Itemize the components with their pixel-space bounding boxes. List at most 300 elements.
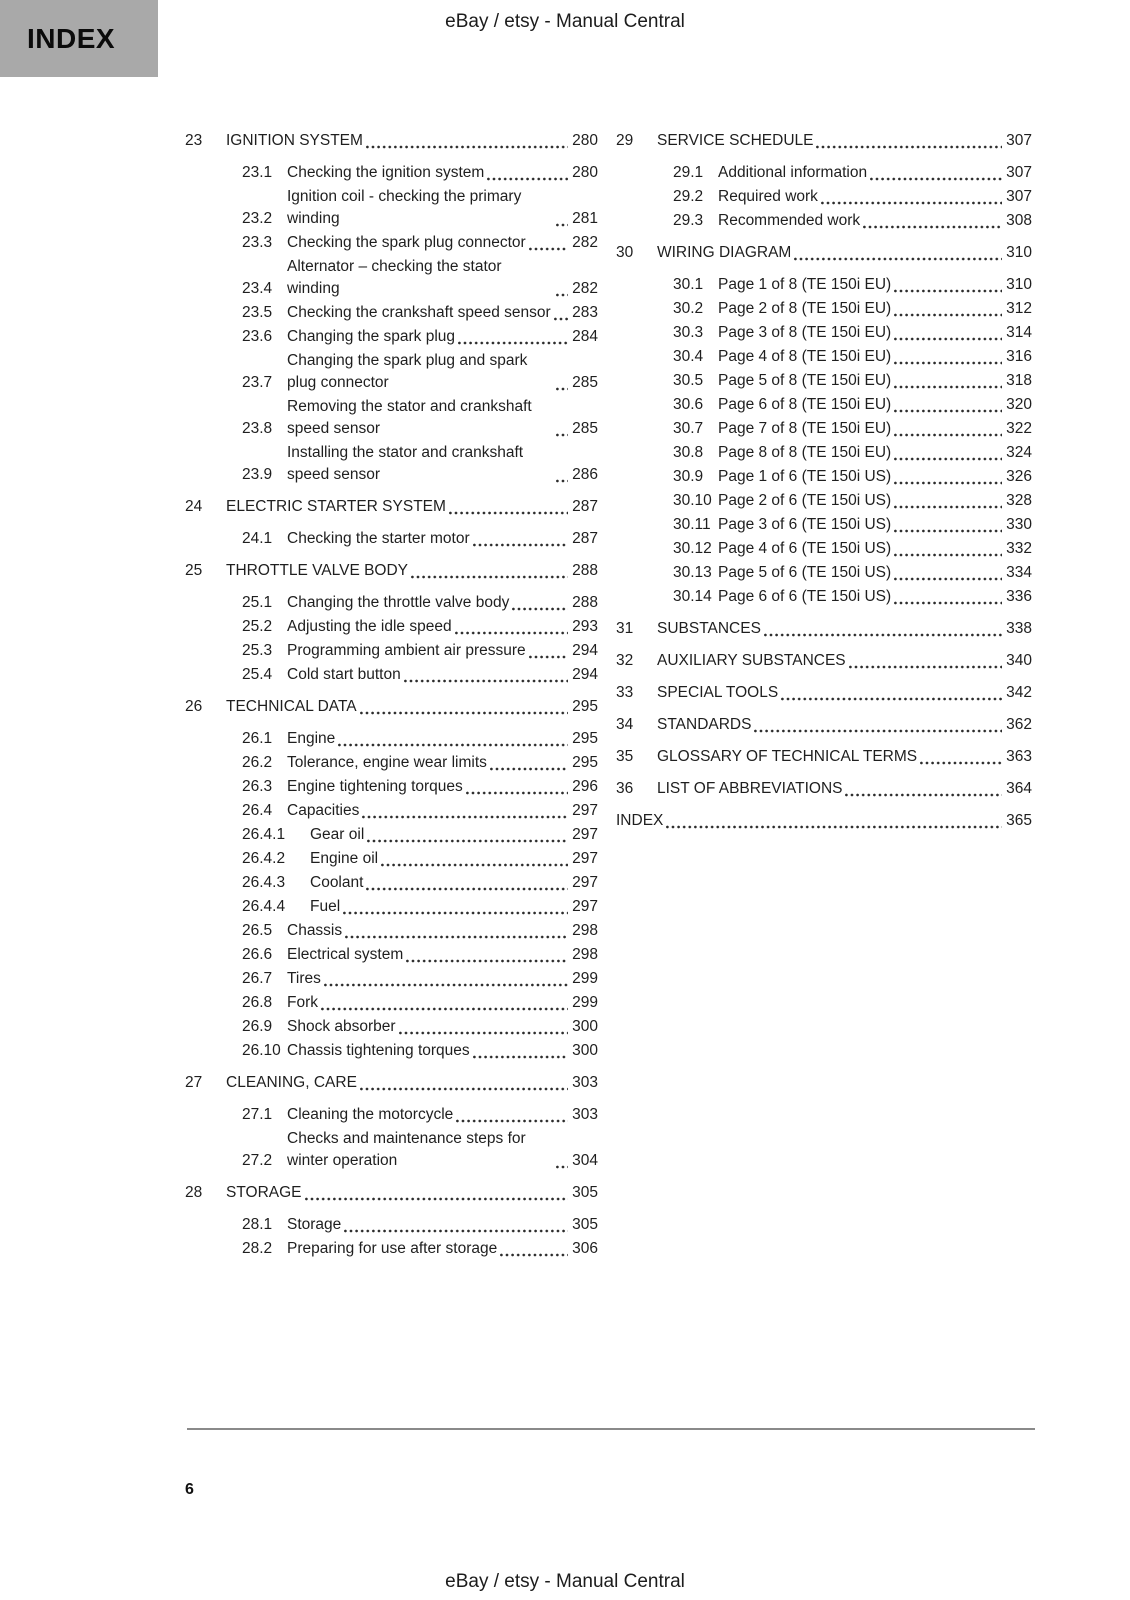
entry-number: 30.5 — [673, 372, 704, 389]
entry-number: 30.4 — [673, 348, 704, 365]
entry-title: Fuel — [310, 898, 341, 915]
toc-section-heading — [185, 1182, 598, 1204]
entry-page-number: 342 — [1006, 684, 1032, 701]
entry-page-number: 299 — [572, 970, 598, 987]
toc-entry — [616, 466, 1032, 488]
dot-leader — [362, 815, 568, 819]
toc-section-heading — [616, 242, 1032, 264]
entry-title: Checking the spark plug connector — [287, 234, 526, 251]
dot-leader — [556, 1165, 568, 1169]
dot-leader — [324, 983, 568, 987]
entry-title: Page 2 of 8 (TE 150i EU) — [718, 300, 892, 317]
entry-number: 34 — [616, 716, 634, 733]
entry-title: Page 6 of 6 (TE 150i US) — [718, 588, 892, 605]
entry-title: Page 1 of 8 (TE 150i EU) — [718, 276, 892, 293]
toc-entry — [185, 872, 598, 894]
entry-title: Page 5 of 8 (TE 150i EU) — [718, 372, 892, 389]
entry-page-number: 310 — [1006, 276, 1032, 293]
entry-number: 28.2 — [242, 1240, 273, 1257]
toc-entry — [185, 162, 598, 184]
entry-number: 23.9 — [242, 466, 273, 483]
header-title: eBay / etsy - Manual Central — [445, 11, 685, 32]
entry-title: SPECIAL TOOLS — [657, 684, 779, 701]
entry-page-number: 282 — [572, 234, 598, 251]
entry-title: Electrical system — [287, 946, 404, 963]
dot-leader — [449, 511, 568, 515]
toc-section — [616, 810, 1032, 832]
entry-title: SERVICE SCHEDULE — [657, 132, 814, 149]
dot-leader — [458, 341, 568, 345]
entry-title: IGNITION SYSTEM — [226, 132, 363, 149]
entry-number: 30.8 — [673, 444, 704, 461]
dot-leader — [920, 761, 1002, 765]
toc-section-heading — [616, 130, 1032, 152]
dot-leader — [366, 145, 568, 149]
entry-page-number: 363 — [1006, 748, 1032, 765]
toc-entry — [185, 920, 598, 942]
entry-page-number: 286 — [572, 466, 598, 483]
entry-number: 25 — [185, 562, 203, 579]
dot-leader — [666, 825, 1002, 829]
entry-page-number: 281 — [572, 210, 598, 227]
entry-number: 25.2 — [242, 618, 273, 635]
dot-leader — [487, 177, 568, 181]
toc-entry — [185, 442, 598, 486]
dot-leader — [894, 577, 1002, 581]
entry-page-number: 365 — [1006, 812, 1032, 829]
entry-title: Cleaning the motorcycle — [287, 1106, 454, 1123]
entry-title: Page 3 of 6 (TE 150i US) — [718, 516, 892, 533]
entry-page-number: 308 — [1006, 212, 1032, 229]
dot-leader — [816, 145, 1002, 149]
entry-page-number: 320 — [1006, 396, 1032, 413]
entry-title: Alternator – checking the stator winding — [287, 258, 502, 297]
dot-leader — [894, 409, 1002, 413]
entry-page-number: 297 — [572, 826, 598, 843]
toc-entry — [185, 350, 598, 394]
entry-page-number: 300 — [572, 1042, 598, 1059]
entry-number: 30.9 — [673, 468, 704, 485]
toc-section — [185, 1072, 598, 1172]
entry-number: 26.4 — [242, 802, 273, 819]
entry-page-number: 305 — [572, 1216, 598, 1233]
entry-number: 26.2 — [242, 754, 273, 771]
entry-title: STANDARDS — [657, 716, 752, 733]
dot-leader — [404, 679, 568, 683]
toc-section-heading — [185, 696, 598, 718]
entry-title: Page 7 of 8 (TE 150i EU) — [718, 420, 892, 437]
toc-entry — [185, 528, 598, 550]
entry-page-number: 326 — [1006, 468, 1032, 485]
entry-number: 30.2 — [673, 300, 704, 317]
entry-number: 30.1 — [673, 276, 704, 293]
entry-title: Engine tightening torques — [287, 778, 463, 795]
dot-leader — [343, 911, 568, 915]
entry-number: 23.8 — [242, 420, 273, 437]
entry-title: Fork — [287, 994, 318, 1011]
toc-section-heading — [616, 810, 1032, 832]
entry-title: Shock absorber — [287, 1018, 396, 1035]
entry-page-number: 332 — [1006, 540, 1032, 557]
toc-section — [616, 778, 1032, 800]
entry-title: Page 4 of 6 (TE 150i US) — [718, 540, 892, 557]
entry-title: Checking the ignition system — [287, 164, 485, 181]
entry-page-number: 336 — [1006, 588, 1032, 605]
entry-number: 24.1 — [242, 530, 273, 547]
dot-leader — [781, 697, 1002, 701]
entry-number: 26.8 — [242, 994, 273, 1011]
toc-section — [185, 560, 598, 686]
dot-leader — [366, 887, 568, 891]
toc-entry — [616, 346, 1032, 368]
entry-title: Page 2 of 6 (TE 150i US) — [718, 492, 892, 509]
entry-title: Capacities — [287, 802, 360, 819]
entry-page-number: 297 — [572, 874, 598, 891]
entry-number: 30.7 — [673, 420, 704, 437]
entry-page-number: 322 — [1006, 420, 1032, 437]
toc-entry — [616, 162, 1032, 184]
entry-number: 26.5 — [242, 922, 273, 939]
entry-page-number: 310 — [1006, 244, 1032, 261]
entry-title: AUXILIARY SUBSTANCES — [657, 652, 846, 669]
entry-number: 23.5 — [242, 304, 273, 321]
entry-page-number: 287 — [572, 530, 598, 547]
dot-leader — [406, 959, 568, 963]
entry-number: 29.3 — [673, 212, 704, 229]
entry-number: 27.2 — [242, 1152, 273, 1169]
entry-number: 27.1 — [242, 1106, 273, 1123]
entry-number: 35 — [616, 748, 634, 765]
dot-leader — [821, 201, 1002, 205]
entry-title: Required work — [718, 188, 818, 205]
entry-title: Tires — [287, 970, 321, 987]
toc-section — [185, 696, 598, 1062]
toc-right-column — [616, 120, 1032, 842]
entry-page-number: 299 — [572, 994, 598, 1011]
entry-page-number: 304 — [572, 1152, 598, 1169]
toc-section-heading — [185, 560, 598, 582]
dot-leader — [849, 665, 1002, 669]
entry-title: Checks and maintenance steps for winter operation — [287, 1130, 526, 1169]
entry-number: 26.4.2 — [242, 850, 286, 867]
entry-title: Ignition coil - checking the primary winding — [287, 188, 522, 227]
entry-title: STORAGE — [226, 1184, 302, 1201]
entry-page-number: 298 — [572, 946, 598, 963]
toc-entry — [185, 1238, 598, 1260]
entry-page-number: 280 — [572, 132, 598, 149]
toc-entry — [185, 592, 598, 614]
page-number: 6 — [185, 1481, 194, 1498]
toc-entry — [185, 256, 598, 300]
toc-entry — [616, 562, 1032, 584]
toc-entry — [616, 186, 1032, 208]
toc-entry — [185, 640, 598, 662]
entry-page-number: 283 — [572, 304, 598, 321]
toc-entry — [616, 490, 1032, 512]
entry-number: 24 — [185, 498, 203, 515]
dot-leader — [556, 387, 568, 391]
toc-entry — [185, 776, 598, 798]
toc-section-heading — [616, 682, 1032, 704]
entry-number: 32 — [616, 652, 634, 669]
entry-number: 28 — [185, 1184, 203, 1201]
entry-page-number: 284 — [572, 328, 598, 345]
dot-leader — [345, 935, 568, 939]
entry-page-number: 294 — [572, 666, 598, 683]
entry-page-number: 316 — [1006, 348, 1032, 365]
entry-title: Page 1 of 6 (TE 150i US) — [718, 468, 892, 485]
entry-number: 30.3 — [673, 324, 704, 341]
entry-number: 30.14 — [673, 588, 712, 605]
toc-entry — [185, 302, 598, 324]
entry-page-number: 298 — [572, 922, 598, 939]
entry-number: 26.7 — [242, 970, 273, 987]
entry-page-number: 364 — [1006, 780, 1032, 797]
toc-section — [616, 618, 1032, 640]
dot-leader — [754, 729, 1002, 733]
entry-title: Chassis — [287, 922, 343, 939]
entry-number: 30.13 — [673, 564, 712, 581]
entry-title: TECHNICAL DATA — [226, 698, 357, 715]
dot-leader — [794, 257, 1002, 261]
toc-section — [616, 746, 1032, 768]
entry-title: GLOSSARY OF TECHNICAL TERMS — [657, 748, 918, 765]
entry-title: Additional information — [718, 164, 868, 181]
entry-page-number: 295 — [572, 754, 598, 771]
toc-section — [616, 714, 1032, 736]
entry-title: CLEANING, CARE — [226, 1074, 357, 1091]
dot-leader — [512, 607, 568, 611]
toc-entry — [185, 1016, 598, 1038]
toc-entry — [185, 1214, 598, 1236]
entry-title: SUBSTANCES — [657, 620, 761, 637]
dot-leader — [894, 433, 1002, 437]
entry-title: Programming ambient air pressure — [287, 642, 526, 659]
dot-leader — [455, 631, 569, 635]
entry-page-number: 300 — [572, 1018, 598, 1035]
toc-entry — [185, 992, 598, 1014]
entry-title: Checking the starter motor — [287, 530, 470, 547]
dot-leader — [894, 337, 1002, 341]
dot-leader — [490, 767, 568, 771]
toc-entry — [185, 1104, 598, 1126]
entry-page-number: 297 — [572, 850, 598, 867]
toc-entry — [616, 370, 1032, 392]
toc-entry — [616, 274, 1032, 296]
entry-number: 36 — [616, 780, 634, 797]
toc-entry — [616, 586, 1032, 608]
toc-entry — [616, 210, 1032, 232]
entry-page-number: 296 — [572, 778, 598, 795]
entry-page-number: 307 — [1006, 188, 1032, 205]
entry-page-number: 312 — [1006, 300, 1032, 317]
dot-leader — [845, 793, 1002, 797]
toc-entry — [616, 442, 1032, 464]
dot-leader — [894, 529, 1002, 533]
dot-leader — [556, 479, 568, 483]
entry-title: Preparing for use after storage — [287, 1240, 498, 1257]
toc-entry — [185, 664, 598, 686]
entry-title: Checking the crankshaft speed sensor — [287, 304, 551, 321]
toc-section-heading — [185, 130, 598, 152]
dot-leader — [894, 361, 1002, 365]
toc-entry — [185, 800, 598, 822]
entry-number: 23.2 — [242, 210, 273, 227]
dot-leader — [529, 247, 568, 251]
entry-page-number: 328 — [1006, 492, 1032, 509]
entry-title: Cold start button — [287, 666, 401, 683]
dot-leader — [894, 553, 1002, 557]
entry-page-number: 297 — [572, 898, 598, 915]
index-tab-label: INDEX — [27, 22, 116, 54]
toc-entry — [185, 848, 598, 870]
toc-section-heading — [185, 496, 598, 518]
toc-entry — [616, 394, 1032, 416]
dot-leader — [894, 457, 1002, 461]
toc-section-heading — [616, 746, 1032, 768]
entry-page-number: 318 — [1006, 372, 1032, 389]
toc-entry — [185, 186, 598, 230]
entry-number: 23.7 — [242, 374, 273, 391]
entry-number: 30.10 — [673, 492, 712, 509]
entry-number: 26.4.4 — [242, 898, 286, 915]
entry-title: Chassis tightening torques — [287, 1042, 470, 1059]
dot-leader — [556, 223, 568, 227]
entry-number: 23.6 — [242, 328, 273, 345]
entry-title: THROTTLE VALVE BODY — [226, 562, 409, 579]
entry-number: 23.4 — [242, 280, 273, 297]
entry-title: WIRING DIAGRAM — [657, 244, 792, 261]
dot-leader — [894, 601, 1002, 605]
toc-entry — [185, 616, 598, 638]
entry-title: Page 3 of 8 (TE 150i EU) — [718, 324, 892, 341]
entry-number: 26 — [185, 698, 203, 715]
entry-number: 27 — [185, 1074, 203, 1091]
entry-title: Page 8 of 8 (TE 150i EU) — [718, 444, 892, 461]
toc-section — [616, 682, 1032, 704]
entry-page-number: 362 — [1006, 716, 1032, 733]
dot-leader — [764, 633, 1002, 637]
toc-section-heading — [616, 650, 1032, 672]
entry-number: 25.4 — [242, 666, 273, 683]
dot-leader — [399, 1031, 569, 1035]
entry-number: 25.3 — [242, 642, 273, 659]
entry-page-number: 307 — [1006, 164, 1032, 181]
entry-number: 26.6 — [242, 946, 273, 963]
entry-number: 29 — [616, 132, 634, 149]
entry-number: 26.1 — [242, 730, 273, 747]
dot-leader — [556, 433, 568, 437]
entry-number: 30 — [616, 244, 634, 261]
dot-leader — [321, 1007, 568, 1011]
dot-leader — [894, 481, 1002, 485]
entry-title: Adjusting the idle speed — [287, 618, 452, 635]
toc-entry — [616, 418, 1032, 440]
dot-leader — [367, 839, 568, 843]
entry-number: 33 — [616, 684, 634, 701]
entry-number: 26.4.3 — [242, 874, 286, 891]
toc-section-heading — [616, 618, 1032, 640]
entry-number: 26.4.1 — [242, 826, 286, 843]
dot-leader — [500, 1253, 568, 1257]
entry-number: 26.9 — [242, 1018, 273, 1035]
entry-page-number: 295 — [572, 698, 598, 715]
entry-title: Installing the stator and crankshaft speed sensor — [287, 444, 524, 483]
footer-title: eBay / etsy - Manual Central — [445, 1571, 685, 1592]
toc-entry — [185, 326, 598, 348]
entry-title: Gear oil — [310, 826, 365, 843]
entry-page-number: 280 — [572, 164, 598, 181]
entry-page-number: 314 — [1006, 324, 1032, 341]
entry-page-number: 287 — [572, 498, 598, 515]
entry-title: Recommended work — [718, 212, 861, 229]
entry-page-number: 293 — [572, 618, 598, 635]
toc-section — [616, 130, 1032, 232]
entry-page-number: 324 — [1006, 444, 1032, 461]
entry-title: Engine oil — [310, 850, 379, 867]
dot-leader — [305, 1197, 569, 1201]
entry-page-number: 288 — [572, 562, 598, 579]
entry-number: 29.1 — [673, 164, 704, 181]
toc-entry — [185, 396, 598, 440]
toc-entry — [616, 322, 1032, 344]
entry-title: Page 4 of 8 (TE 150i EU) — [718, 348, 892, 365]
entry-number: 26.10 — [242, 1042, 281, 1059]
entry-title: LIST OF ABBREVIATIONS — [657, 780, 843, 797]
entry-page-number: 282 — [572, 280, 598, 297]
entry-title: Changing the throttle valve body — [287, 594, 510, 611]
dot-leader — [870, 177, 1002, 181]
toc-section — [185, 130, 598, 486]
dot-leader — [863, 225, 1002, 229]
toc-section — [185, 1182, 598, 1260]
dot-leader — [360, 1087, 568, 1091]
dot-leader — [894, 505, 1002, 509]
entry-title: Changing the spark plug and spark plug connector — [287, 352, 528, 391]
entry-number: 23.3 — [242, 234, 273, 251]
toc-entry — [185, 728, 598, 750]
toc-left-column — [185, 120, 598, 1262]
dot-leader — [360, 711, 569, 715]
toc-section — [185, 496, 598, 550]
entry-page-number: 330 — [1006, 516, 1032, 533]
dot-leader — [894, 289, 1002, 293]
toc-section — [616, 650, 1032, 672]
toc-section-heading — [616, 714, 1032, 736]
toc-section-heading — [616, 778, 1032, 800]
footer-rule — [187, 1428, 1035, 1430]
dot-leader — [894, 313, 1002, 317]
entry-number: 30.11 — [673, 516, 711, 533]
dot-leader — [554, 317, 568, 321]
entry-title: Page 5 of 6 (TE 150i US) — [718, 564, 892, 581]
entry-page-number: 295 — [572, 730, 598, 747]
toc-entry — [185, 1128, 598, 1172]
entry-page-number: 288 — [572, 594, 598, 611]
entry-page-number: 340 — [1006, 652, 1032, 669]
entry-page-number: 338 — [1006, 620, 1032, 637]
dot-leader — [473, 543, 568, 547]
entry-page-number: 297 — [572, 802, 598, 819]
toc-entry — [616, 298, 1032, 320]
entry-page-number: 294 — [572, 642, 598, 659]
entry-title: Storage — [287, 1216, 342, 1233]
entry-title: Removing the stator and crankshaft speed sensor — [287, 398, 532, 437]
toc-section — [616, 242, 1032, 608]
dot-leader — [894, 385, 1002, 389]
entry-number: 23.1 — [242, 164, 273, 181]
entry-title: Tolerance, engine wear limits — [287, 754, 487, 771]
